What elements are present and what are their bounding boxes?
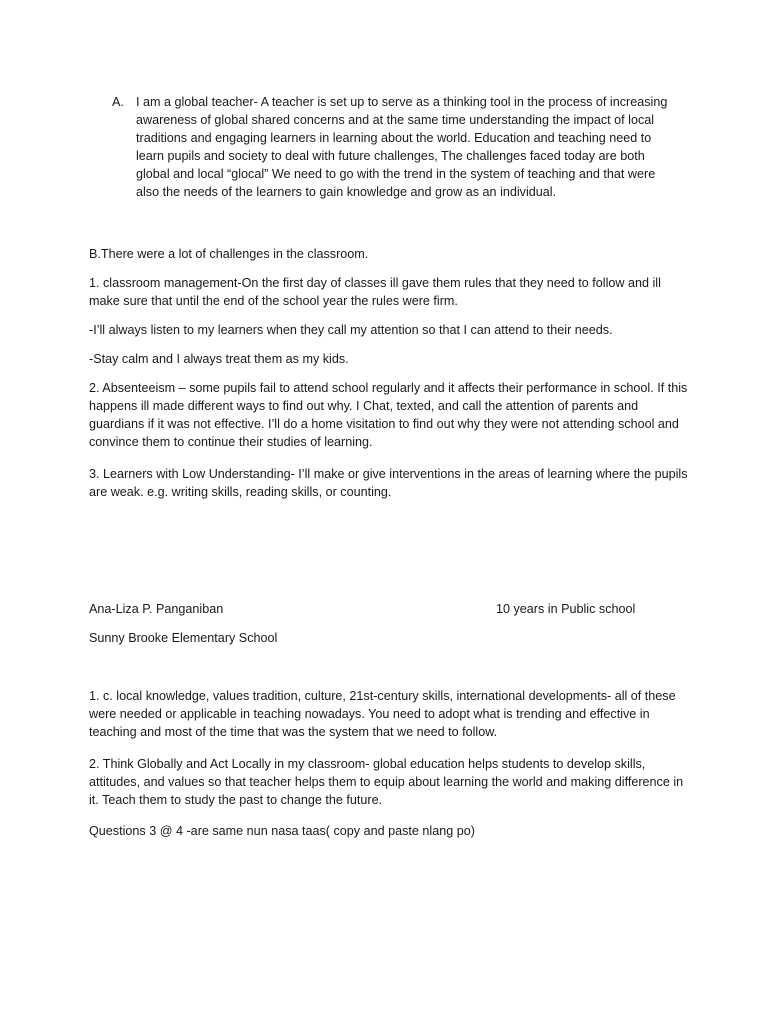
section-a [112, 93, 672, 201]
answer-2: 2. Think Globally and Act Locally in my classroom- global education helps students to develop skills, attitudes, and values so that teacher helps them to equip about learning the world and making difference in it. Teach them to study the past to change the future. [89, 757, 684, 807]
section-b-intro: B.There were a lot of challenges in the classroom. [89, 247, 369, 261]
author-experience: 10 years in Public school [496, 602, 636, 616]
section-a-marker: A. [112, 95, 124, 109]
answer-1: 1. c. local knowledge, values tradition, culture, 21st-century skills, international developments- all of these were needed or applicable in teaching nowadays. You need to adopt what is trending and effective in teaching and most of the time that was the system that we need to follow. [89, 689, 676, 739]
challenge-listen-note: -I’ll always listen to my learners when they call my attention so that I can attend to their needs. [89, 323, 613, 337]
author-name: Ana-Liza P. Panganiban [89, 602, 224, 616]
challenge-low-understanding: 3. Learners with Low Understanding- I’ll make or give interventions in the areas of learning where the pupils are weak. e.g. writing skills, reading skills, or counting. [89, 467, 688, 499]
challenge-stay-calm-note: -Stay calm and I always treat them as my kids. [89, 352, 349, 366]
challenge-classroom-management: 1. classroom management-On the first day of classes ill gave them rules that they need to follow and ill make sure that until the end of the school year the rules were firm. [89, 276, 661, 308]
challenge-absenteeism: 2. Absenteeism – some pupils fail to attend school regularly and it affects their performance in school. If this happens ill made different ways to find out why. I Chat, texted, and call the attention of parents and guardians if it was not effective. I’ll do a home visitation to find out why they were not attending school and convince them to continue their studies of learning. [89, 381, 688, 449]
section-a-text: I am a global teacher- A teacher is set up to serve as a thinking tool in the process of increasing awareness of global shared concerns and at the same time understanding the impact of local traditions and engaging learners in learning about the world. Education and teaching need to learn pupils and society to deal with future challenges, The challenges faced today are both global and local “glocal” We need to go with the trend in the system of teaching and that were also the needs of the learners to gain knowledge and grow as an individual. [136, 95, 668, 199]
author-school: Sunny Brooke Elementary School [89, 631, 278, 645]
answer-3-4-note: Questions 3 @ 4 -are same nun nasa taas( copy and paste nlang po) [89, 824, 475, 838]
